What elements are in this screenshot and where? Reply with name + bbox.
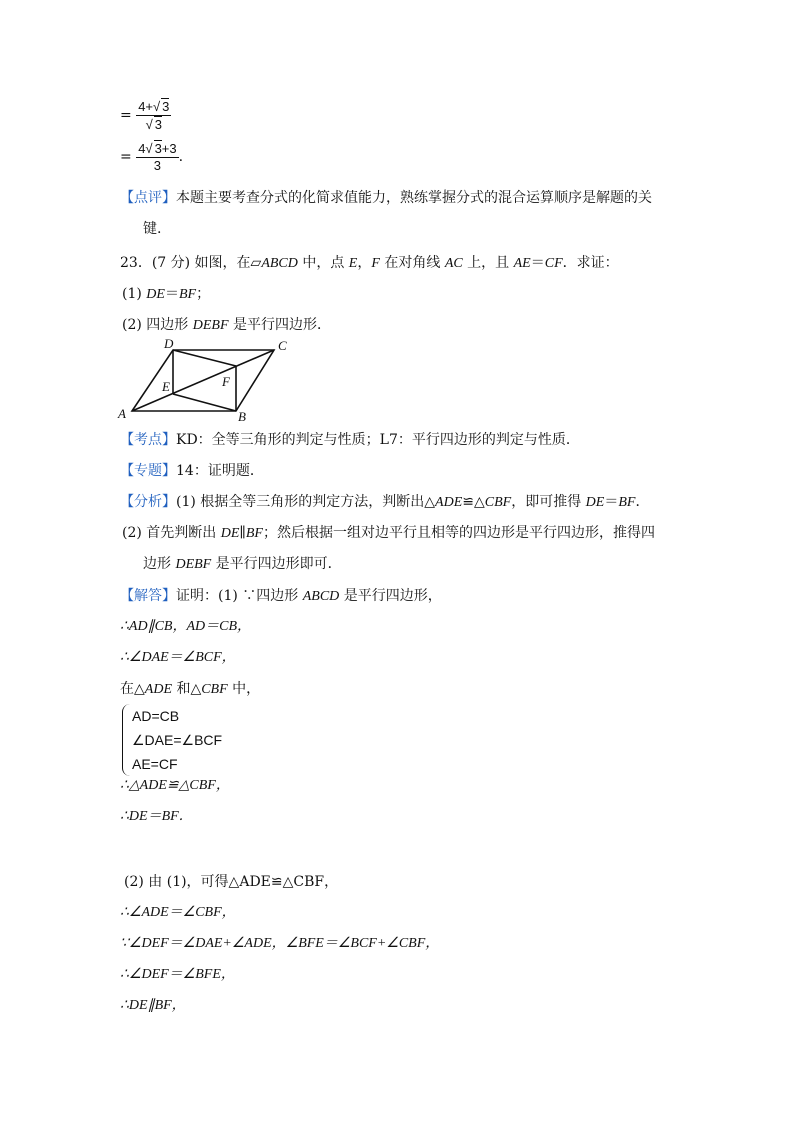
fenxi-text: (2) 首先判断出 — [122, 525, 221, 541]
system-row: ∠DAE=∠BCF — [132, 732, 223, 748]
q-text: ， — [357, 255, 372, 271]
jieda-part-2: (2) 由 (1)，可得△ADE≌△CBF， — [124, 874, 339, 890]
comment-continuation — [143, 219, 161, 239]
fenxi-line-2 — [122, 523, 655, 544]
fenxi-var: DEBF — [175, 557, 212, 572]
radicand: 3 — [162, 99, 170, 114]
jieda-var: ADE — [144, 682, 172, 697]
equals-sign: = — [120, 149, 132, 165]
parallelogram-figure — [116, 336, 296, 424]
q-text: (1) — [122, 286, 147, 302]
jieda-var: ABCD — [302, 589, 340, 604]
equation-system — [124, 704, 222, 776]
jieda-line-p5: ∴∠DEF＝∠BFE， — [120, 967, 235, 982]
fenxi-text: 边形 — [143, 556, 176, 572]
q-text: 23．(7 分) 如图，在 — [120, 255, 251, 271]
jieda-line-p6: ∴DE∥BF， — [120, 998, 186, 1013]
kaodian-line — [120, 430, 580, 450]
q-text: 中，点 — [297, 255, 349, 271]
system-row: AE=CF — [132, 756, 178, 772]
q-var: AE — [513, 256, 531, 271]
label-f: F — [222, 374, 230, 389]
radicand: 3 — [154, 117, 162, 132]
fenxi-var: BF — [618, 495, 636, 510]
comment-text-cont: 键. — [143, 221, 162, 237]
left-brace — [122, 704, 131, 776]
fenxi-text: ≌△ — [462, 494, 485, 510]
radicand: 3 — [154, 141, 162, 156]
numerator-text: 4+ — [138, 99, 154, 114]
jieda-line-1 — [120, 586, 442, 607]
q-text: 上，且 — [462, 255, 514, 271]
parallelogram-symbol: ▱ — [250, 255, 262, 271]
jieda-line-4 — [120, 679, 260, 700]
fraction-line-2 — [120, 140, 183, 174]
q-var: AC — [444, 256, 463, 271]
q-text: 在对角线 — [379, 255, 445, 271]
jieda-line-2: ∴AD∥CB，AD＝CB， — [120, 619, 252, 634]
label-e: E — [162, 379, 170, 394]
denominator: 3 — [153, 158, 162, 173]
fenxi-text: ＝ — [604, 494, 619, 510]
zhuanti-text: 14：证明题． — [176, 463, 264, 479]
numerator-text: 4 — [138, 141, 146, 156]
q-var: DEBF — [192, 318, 229, 333]
fenxi-line-3 — [143, 554, 342, 575]
fenxi-text: ，即可推得 — [511, 494, 586, 510]
question-part-1 — [122, 284, 210, 305]
q-text: ＝ — [164, 286, 179, 302]
fenxi-line-1 — [120, 492, 649, 513]
question-part-2 — [122, 315, 331, 336]
fenxi-tag: 【分析】 — [120, 494, 176, 510]
question-heading — [120, 253, 619, 274]
fraction: $\frac{4√ 3+3}{3}$ — [138, 141, 177, 173]
q-text: ； — [196, 286, 211, 302]
segment-eb — [173, 394, 236, 411]
comment-line — [120, 188, 652, 208]
fenxi-var: BF — [245, 526, 263, 541]
equals-sign: = — [120, 107, 132, 124]
label-b: B — [238, 409, 246, 424]
jieda-text: 和△ — [172, 681, 202, 697]
system-row: AD=CB — [132, 708, 180, 724]
q-text: ＝ — [530, 255, 545, 271]
q-text: 是平行四边形． — [228, 317, 331, 333]
q-text: ．求证： — [562, 255, 619, 271]
fenxi-var: DE — [220, 526, 240, 541]
label-a: A — [118, 406, 126, 421]
jieda-tag: 【解答】 — [120, 588, 176, 604]
fraction-line-1 — [120, 98, 171, 133]
fraction: $\frac{4+√ 3}{√ 3}$ — [138, 99, 170, 132]
kaodian-tag: 【考点】 — [120, 432, 176, 448]
comment-text: 本题主要考查分式的化简求值能力，熟练掌握分式的混合运算顺序是解题的关 — [176, 190, 652, 206]
jieda-line-5: ∴△ADE≌△CBF， — [120, 778, 230, 793]
zhuanti-line — [120, 461, 264, 481]
fenxi-var: CBF — [484, 495, 512, 510]
jieda-line-3: ∴∠DAE＝∠BCF， — [120, 650, 236, 665]
fenxi-text: ；然后根据一组对边平行且相等的四边形是平行四边形，推得四 — [262, 525, 655, 541]
jieda-line-p3: ∴∠ADE＝∠CBF， — [120, 905, 236, 920]
q-var: ABCD — [261, 256, 298, 271]
jieda-text: 在△ — [120, 681, 145, 697]
jieda-var: CBF — [201, 682, 228, 697]
label-c: C — [278, 338, 287, 353]
jieda-text: 证明：(1) ∵四边形 — [176, 588, 303, 604]
zhuanti-tag: 【专题】 — [120, 463, 176, 479]
q-var: CF — [544, 256, 563, 271]
q-var: DE — [146, 287, 165, 302]
period: . — [178, 149, 184, 165]
fenxi-var: ADE — [435, 495, 463, 510]
jieda-line-p4: ∵∠DEF＝∠DAE+∠ADE，∠BFE＝∠BCF+∠CBF， — [120, 936, 440, 951]
q-var: E — [348, 256, 358, 271]
fenxi-text: ∥ — [239, 525, 246, 541]
comment-tag: 【点评】 — [120, 190, 176, 206]
q-var: BF — [178, 287, 197, 302]
q-var: F — [371, 256, 380, 271]
jieda-line-6: ∴DE＝BF． — [120, 809, 193, 824]
numerator-text: +3 — [161, 141, 177, 156]
fenxi-text: (1) 根据全等三角形的判定方法，判断出△ — [176, 494, 436, 510]
fenxi-text: ． — [635, 494, 650, 510]
q-text: (2) 四边形 — [122, 317, 193, 333]
jieda-text: 是平行四边形， — [339, 588, 442, 604]
jieda-text: 中， — [227, 681, 261, 697]
kaodian-text: KD：全等三角形的判定与性质；L7：平行四边形的判定与性质． — [176, 432, 580, 448]
fenxi-var: DE — [585, 495, 605, 510]
label-d: D — [164, 336, 174, 351]
fenxi-text: 是平行四边形即可． — [211, 556, 342, 572]
segment-fd — [173, 350, 236, 366]
